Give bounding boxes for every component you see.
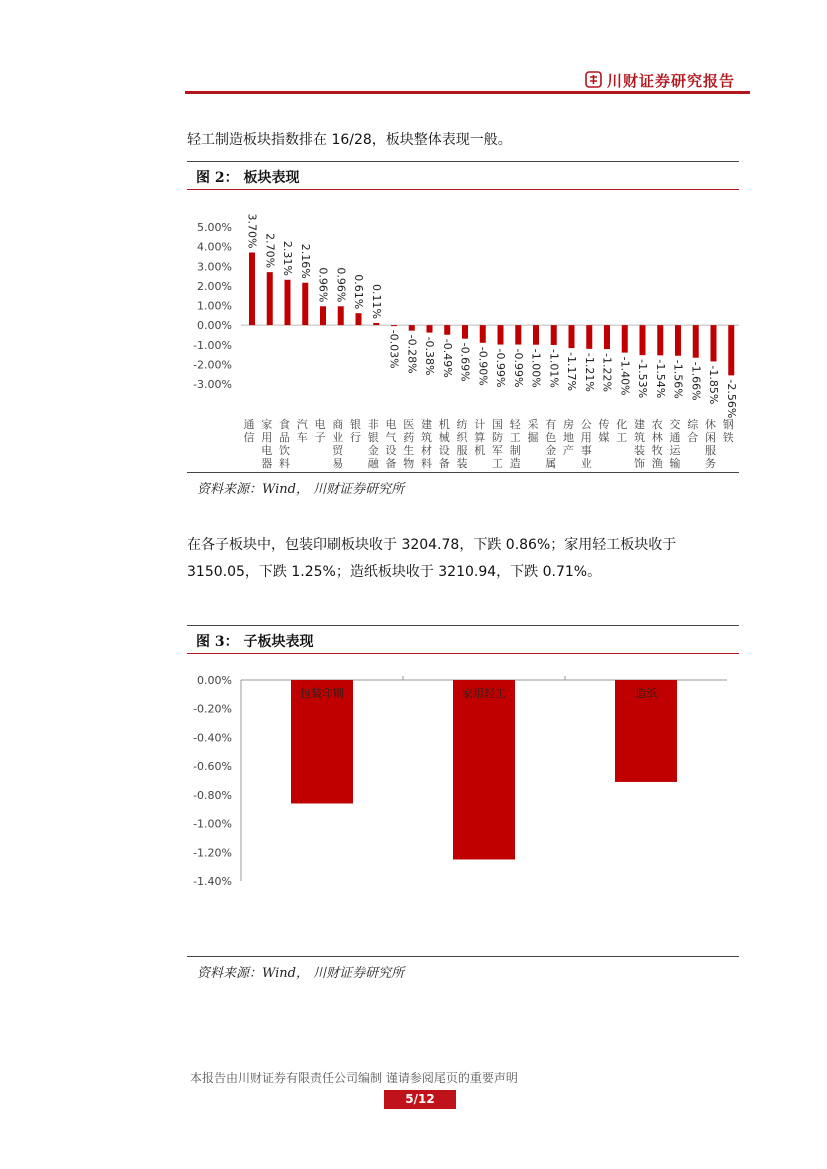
bar-采掘 — [533, 325, 539, 345]
data-label: -1.00% — [529, 348, 543, 388]
y-tick-label: -1.00% — [193, 338, 232, 352]
bar-汽车 — [302, 283, 308, 325]
bar-家用电器 — [267, 272, 273, 325]
data-label: 0.11% — [369, 284, 383, 319]
figure2-source: 资料来源：Wind， 川财证券研究所 — [197, 482, 405, 497]
data-label: -1.22% — [600, 353, 614, 392]
y-tick-label: -3.00% — [193, 378, 232, 391]
data-label: -1.53% — [636, 359, 649, 399]
y-tick-label: -1.00% — [193, 817, 232, 831]
intro-paragraph: 轻工制造板块指数排在 16/28，板块整体表现一般。 — [187, 132, 512, 148]
data-label: -0.90% — [476, 346, 490, 386]
data-label: 0.96% — [316, 267, 330, 303]
bar-农林牧渔 — [657, 325, 663, 355]
category-label: 房地产 — [563, 418, 574, 457]
figure2-top-rule — [187, 161, 739, 162]
category-label: 休闲服务 — [705, 418, 716, 470]
data-label: -0.28% — [405, 334, 419, 374]
data-label: 2.16% — [298, 243, 312, 279]
bar-公用事业 — [586, 325, 592, 349]
y-tick-label: 2.00% — [197, 279, 232, 293]
brand-logo-icon — [585, 71, 602, 88]
category-label: 传媒 — [598, 418, 610, 444]
subsector-paragraph-line2: 3150.05，下跌 1.25%；造纸板块收于 3210.94，下跌 0.71%。 — [187, 564, 602, 580]
y-tick-label: -1.40% — [193, 875, 232, 888]
bar-建筑装饰 — [640, 325, 646, 355]
category-label: 医药生物 — [403, 418, 415, 470]
data-label: -1.40% — [618, 356, 632, 396]
bar-银行 — [356, 313, 362, 325]
category-label: 公用事业 — [580, 418, 592, 470]
figure3-source: 资料来源：Wind， 川财证券研究所 — [197, 966, 405, 981]
y-tick-label: -0.40% — [193, 731, 232, 745]
data-label: -0.38% — [423, 336, 436, 376]
bar-机械设备 — [444, 325, 450, 335]
category-label: 银行 — [350, 418, 361, 444]
y-tick-label: -0.60% — [193, 760, 232, 774]
bar-交通运输 — [675, 325, 681, 356]
y-tick-label: -2.00% — [193, 358, 232, 372]
bar-电子 — [320, 306, 326, 325]
figure3-top-rule — [187, 625, 739, 626]
page-number: 5/12 — [384, 1090, 456, 1109]
category-label: 家用轻工 — [462, 687, 506, 700]
y-tick-label: -0.80% — [193, 788, 232, 802]
bar-有色金属 — [551, 325, 557, 345]
category-label: 电子 — [314, 418, 326, 444]
brand-title: 川财证券研究报告 — [607, 72, 736, 90]
footer-disclaimer: 本报告由川财证券有限责任公司编制 谨请参阅尾页的重要声明 — [190, 1071, 518, 1085]
bar-纺织服装 — [462, 325, 468, 339]
data-label: -1.01% — [547, 348, 561, 388]
sector-performance-chart — [187, 195, 739, 470]
bar-电气设备 — [391, 325, 397, 326]
bar-传媒 — [604, 325, 610, 349]
data-label: -0.99% — [494, 348, 507, 388]
y-tick-label: 0.00% — [197, 319, 232, 333]
bar-家用轻工 — [453, 680, 515, 859]
bar-食品饮料 — [285, 280, 291, 325]
data-label: -1.54% — [653, 359, 667, 399]
bar-化工 — [622, 325, 628, 352]
data-label: -1.56% — [671, 359, 685, 399]
bar-商业贸易 — [338, 306, 344, 325]
bar-医药生物 — [409, 325, 415, 330]
bar-通信 — [249, 253, 255, 326]
bar-国防军工 — [498, 325, 504, 344]
data-label: 0.96% — [334, 267, 348, 303]
category-label: 非银金融 — [367, 418, 379, 470]
header-rule — [185, 91, 750, 94]
category-label: 综合 — [687, 418, 699, 444]
category-label: 采掘 — [527, 418, 539, 444]
category-label: 钢铁 — [722, 418, 734, 444]
data-label: -1.17% — [565, 352, 578, 392]
figure3-title-rule — [187, 653, 739, 654]
bar-房地产 — [569, 325, 575, 348]
category-label: 食品饮料 — [279, 418, 290, 470]
y-tick-label: 5.00% — [197, 221, 232, 234]
data-label: -1.66% — [689, 361, 703, 401]
data-label: -1.21% — [582, 352, 596, 392]
bar-计算机 — [480, 325, 486, 343]
figure2-bottom-rule — [187, 472, 739, 473]
figure3-bottom-rule — [187, 956, 739, 957]
figure2-title-rule — [187, 189, 739, 190]
category-label: 造纸 — [635, 687, 657, 700]
subsector-performance-chart — [187, 662, 739, 894]
category-label: 汽车 — [296, 418, 308, 444]
category-label: 建筑材料 — [421, 418, 432, 470]
data-label: -1.85% — [707, 365, 720, 405]
y-tick-label: 0.00% — [197, 674, 232, 687]
category-label: 建筑装饰 — [634, 418, 645, 470]
category-label: 有色金属 — [545, 418, 557, 470]
data-label: -0.49% — [440, 338, 454, 378]
subsector-paragraph-line1: 在各子板块中，包装印刷板块收于 3204.78，下跌 0.86%；家用轻工板块收于 — [187, 537, 677, 553]
data-label: -2.56% — [724, 379, 738, 419]
figure3-title: 图 3： 子板块表现 — [196, 634, 314, 650]
category-label: 通信 — [243, 418, 255, 444]
data-label: 3.70% — [245, 213, 259, 249]
bar-休闲服务 — [711, 325, 717, 361]
category-label: 农林牧渔 — [651, 418, 663, 470]
category-label: 化工 — [616, 418, 628, 444]
category-label: 家用电器 — [261, 418, 273, 470]
category-label: 包装印刷 — [300, 687, 344, 700]
bar-建筑材料 — [427, 325, 433, 332]
y-tick-label: 3.00% — [197, 260, 232, 274]
data-label: 0.61% — [352, 274, 365, 310]
category-label: 交通运输 — [669, 418, 681, 470]
bar-非银金融 — [373, 323, 379, 325]
data-label: 2.70% — [263, 233, 277, 269]
data-label: -0.03% — [387, 329, 401, 369]
category-label: 电气设备 — [385, 418, 397, 470]
category-label: 国防军工 — [492, 418, 503, 470]
category-label: 机械设备 — [438, 418, 450, 470]
data-label: -0.69% — [458, 342, 472, 382]
category-label: 纺织服装 — [456, 418, 468, 470]
bar-综合 — [693, 325, 699, 358]
bar-钢铁 — [728, 325, 734, 375]
y-tick-label: -0.20% — [193, 702, 232, 716]
data-label: -0.99% — [511, 348, 525, 388]
y-tick-label: -1.20% — [193, 846, 232, 860]
category-label: 计算机 — [474, 418, 486, 457]
figure2-title: 图 2： 板块表现 — [196, 170, 300, 186]
category-label: 商业贸易 — [332, 418, 344, 470]
category-label: 轻工制造 — [509, 418, 521, 470]
y-tick-label: 4.00% — [197, 240, 232, 254]
bar-轻工制造 — [515, 325, 521, 344]
data-label: 2.31% — [281, 240, 294, 276]
y-tick-label: 1.00% — [197, 299, 232, 313]
